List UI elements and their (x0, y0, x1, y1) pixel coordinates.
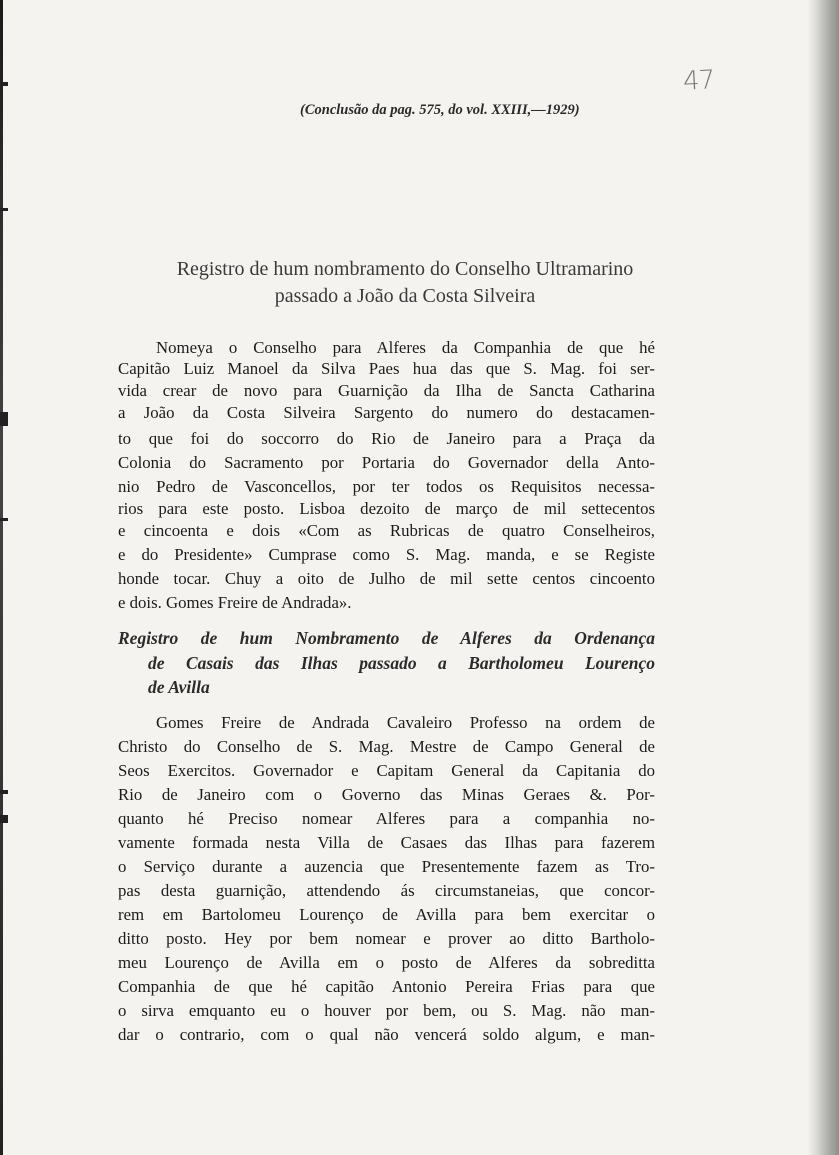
text-line: e cincoenta e dois «Com as Rubricas de quatro Conselheiros, (118, 521, 655, 540)
text-line: e dois. Gomes Freire de Andrada». (118, 593, 352, 612)
scan-right-shadow (807, 0, 839, 1155)
text-line: honde tocar. Chuy a oito de Julho de mil sette centos cincoento (118, 569, 655, 588)
text-line: to que foi do soccorro do Rio de Janeiro para a Praça da (118, 429, 655, 448)
text-line: Colonia do Sacramento por Portaria do Governador della Anto- (118, 453, 655, 472)
text-line: vamente formada nesta Villa de Casaes das Ilhas para fazerem (118, 833, 655, 852)
subheading-line: Registro de hum Nombramento de Alferes da Ordenança (118, 628, 655, 648)
text-line: Companhia de que hé capitão Antonio Pereira Frias para que (118, 977, 655, 996)
text-line: ditto posto. Hey por bem nomear e prover ao ditto Bartholo- (118, 929, 655, 948)
scan-left-edge (0, 0, 3, 1155)
text-line: rem em Bartolomeu Lourenço de Avilla para bem exercitar o (118, 905, 655, 924)
text-line: Nomeya o Conselho para Alferes da Companhia de que hé (156, 338, 655, 357)
text-line: vida crear de novo para Guarnição da Ilha de Sancta Catharina (118, 381, 655, 400)
text-line: quanto hé Preciso nomear Alferes para a companhia no- (118, 809, 655, 828)
subheading-line: de Avilla (148, 677, 210, 697)
text-line: nio Pedro de Vasconcellos, por ter todos os Requisitos necessa- (118, 477, 655, 496)
text-line: Seos Exercitos. Governador e Capitam General da Capitania do (118, 761, 655, 780)
text-line: pas desta guarnição, attendendo ás circumstaneias, que concor- (118, 881, 655, 900)
text-line: o sirva emquanto eu o houver por bem, ou S. Mag. não man- (118, 1001, 655, 1020)
scan-mark (0, 208, 8, 211)
text-line: Capitão Luiz Manoel da Silva Paes hua das que S. Mag. foi ser- (118, 359, 655, 378)
text-line: e do Presidente» Cumprase como S. Mag. manda, e se Registe (118, 545, 655, 564)
continuation-note: (Conclusão da pag. 575, do vol. XXIII,—1929) (300, 102, 580, 118)
text-line: Gomes Freire de Andrada Cavaleiro Professo na ordem de (156, 713, 655, 732)
scan-mark (0, 518, 8, 521)
text-line: dar o contrario, com o qual não vencerá soldo algum, e man- (118, 1025, 655, 1044)
text-line: a João da Costa Silveira Sargento do numero do destacamen- (118, 403, 655, 422)
text-line: o Serviço durante a auzencia que Presentemente fazem as Tro- (118, 857, 655, 876)
scan-mark (0, 790, 8, 794)
subheading-line: de Casais das Ilhas passado a Bartholomeu Lourenço (148, 653, 655, 673)
handwritten-folio-number: 47 (682, 65, 715, 97)
text-line: rios para este posto. Lisboa dezoito de março de mil settecentos (118, 499, 655, 518)
section-heading-line: Registro de hum nombramento do Conselho Ultramarino (176, 258, 634, 280)
scan-mark (0, 412, 8, 426)
scan-mark (0, 82, 8, 86)
text-line: meu Lourenço de Avilla em o posto de Alferes da sobreditta (118, 953, 655, 972)
text-line: Christo do Conselho de S. Mag. Mestre de Campo General de (118, 737, 655, 756)
section-heading-line: passado a João da Costa Silveira (274, 285, 536, 307)
text-line: Rio de Janeiro com o Governo das Minas Geraes &. Por- (118, 785, 655, 804)
scan-mark (0, 815, 8, 823)
